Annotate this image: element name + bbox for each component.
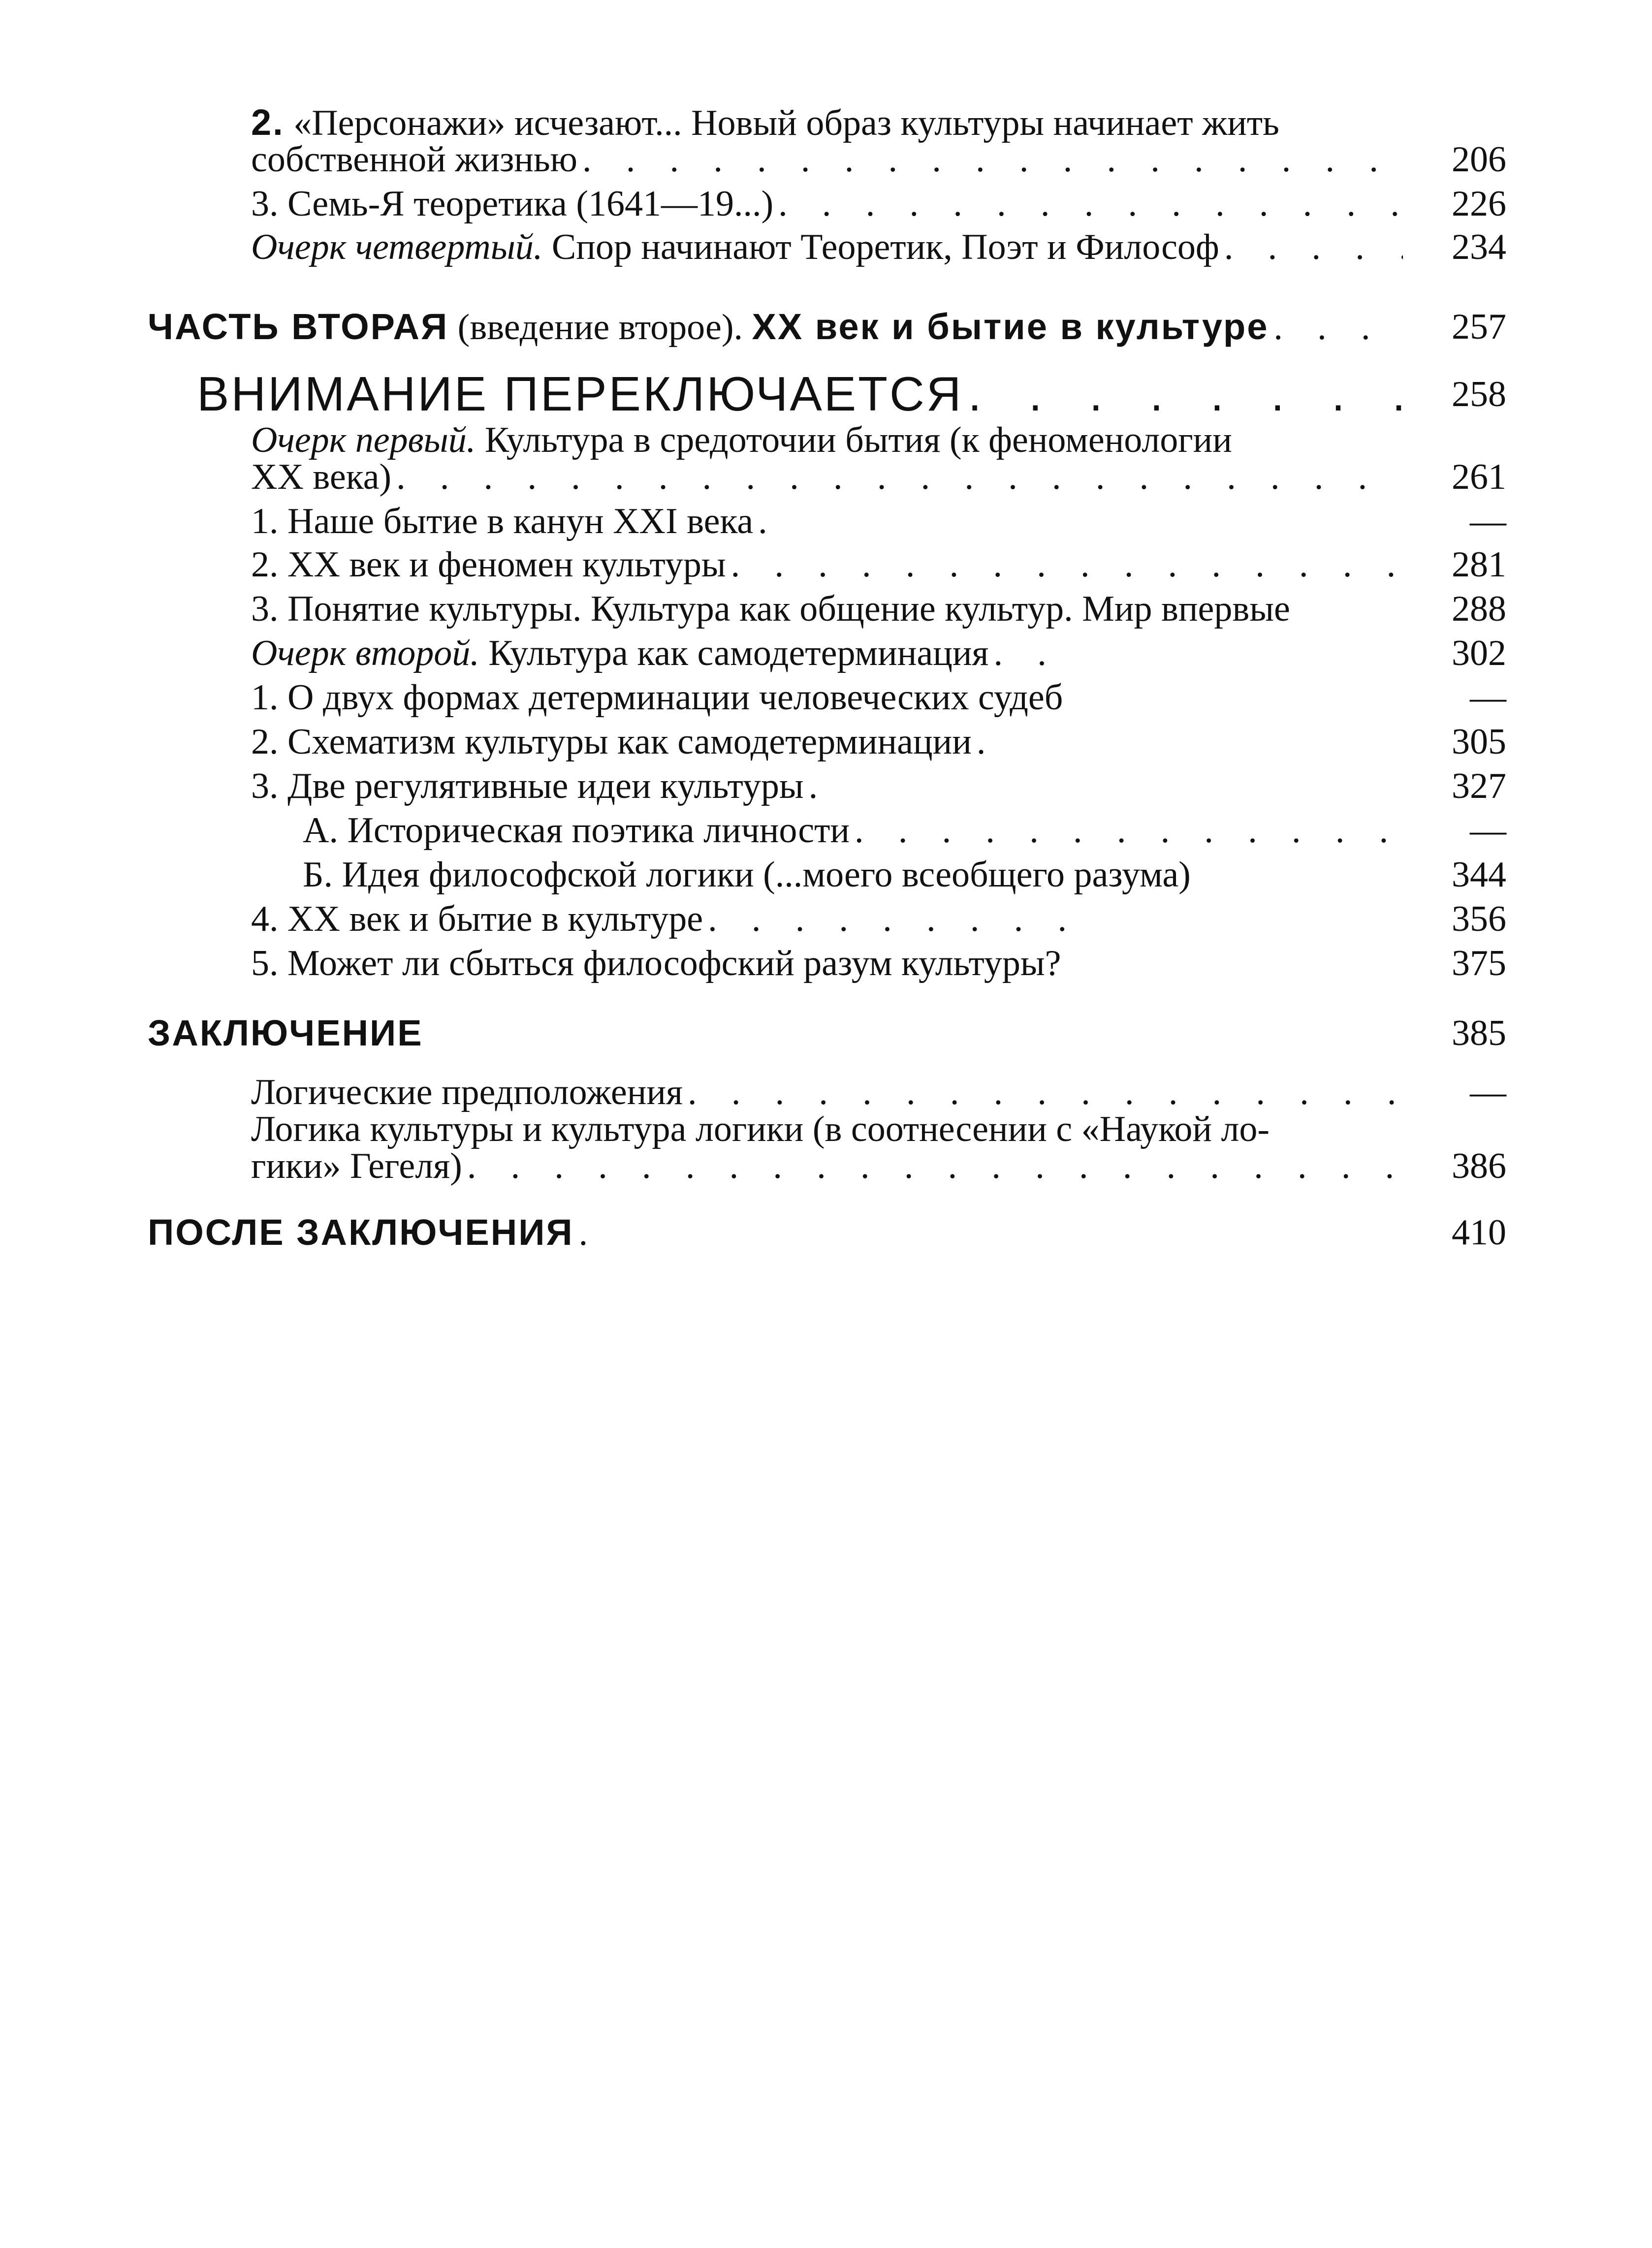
toc-entry-t3[interactable] <box>251 764 1403 808</box>
toc-entry-title: Культура как самодетерминация <box>488 633 989 673</box>
toc-part-label: ЗАКЛЮЧЕНИЕ <box>148 1013 423 1053</box>
toc-entry-title: «Персонажи» исчезают... Новый образ культуры начинает жить <box>293 103 1279 143</box>
toc-entry-t5[interactable] <box>251 942 1403 985</box>
toc-entry-part-two[interactable] <box>148 305 1403 348</box>
dot-leader <box>726 543 1403 586</box>
toc-page-number: 258 <box>1452 374 1506 414</box>
toc-page-number: 386 <box>1452 1146 1506 1186</box>
toc-page-number: 305 <box>1452 722 1506 762</box>
dot-leader <box>988 632 1048 675</box>
toc-entry-title: 3. Семь-Я теоретика (1641—19...) <box>251 184 774 224</box>
toc-page-number: 356 <box>1452 899 1506 939</box>
toc-page-number: — <box>1470 677 1506 718</box>
toc-entry-after-conclusion[interactable] <box>148 1211 1403 1254</box>
toc-entry-title: Логика культуры и культура логики (в соотнесении с «Наукой ло- <box>251 1109 1270 1149</box>
toc-entry-s1[interactable] <box>251 500 1403 543</box>
dot-leader <box>1219 225 1403 269</box>
toc-entry-t2[interactable] <box>251 720 1403 763</box>
toc-entry-title-cont: собственной жизнью <box>251 139 577 180</box>
dot-leader <box>850 809 1403 852</box>
toc-part-label: ПОСЛЕ ЗАКЛЮЧЕНИЯ <box>148 1212 574 1253</box>
toc-page-number: 288 <box>1452 589 1506 629</box>
toc-page-number: 257 <box>1452 307 1506 347</box>
dot-leader <box>577 138 1403 181</box>
toc-entry-essay-two[interactable] <box>251 632 1403 675</box>
toc-part-subtitle: (введение второе). <box>457 307 743 348</box>
toc-page-number: 344 <box>1452 855 1506 895</box>
toc-entry-number: 2. <box>251 102 285 143</box>
toc-entry-title: Б. Идея философской логики (...моего всеобщего разума) <box>303 855 1191 895</box>
dot-leader <box>804 764 838 808</box>
toc-entry-title-cont: гики» Гегеля) <box>251 1146 462 1186</box>
dot-leader <box>963 367 1403 421</box>
toc-entry-conclusion[interactable] <box>148 1012 1403 1055</box>
toc-entry-tb[interactable] <box>303 853 1403 896</box>
toc-entry-title: А. Историческая поэтика личности <box>303 810 850 851</box>
toc-entry-essay-one-line2[interactable] <box>251 455 1403 499</box>
toc-entry-ta[interactable] <box>303 809 1403 852</box>
toc-entry-title: 1. О двух формах детерминации человеческих судеб <box>251 677 1063 718</box>
toc-page-number: — <box>1470 501 1506 541</box>
toc-entry-title: 4. XX век и бытие в культуре <box>251 899 703 939</box>
toc-page-number: 375 <box>1452 943 1506 983</box>
toc-page-number: 206 <box>1452 139 1506 180</box>
dot-leader <box>972 720 1006 763</box>
dot-leader <box>462 1144 1403 1188</box>
toc-entry-sem-ya[interactable] <box>251 182 1403 225</box>
toc-entry-essay-four[interactable] <box>251 225 1403 269</box>
toc-entry-title: 1. Наше бытие в канун XXI века <box>251 501 754 541</box>
dot-leader <box>391 455 1403 499</box>
toc-page-number: 302 <box>1452 633 1506 673</box>
toc-entry-t4[interactable] <box>251 897 1403 941</box>
toc-page-number: 327 <box>1452 766 1506 806</box>
toc-entry-s2[interactable] <box>251 543 1403 586</box>
toc-page-number: 226 <box>1452 184 1506 224</box>
toc-page-number: 410 <box>1452 1212 1506 1253</box>
toc-page-number: — <box>1470 1072 1506 1112</box>
dot-leader <box>753 500 788 543</box>
toc-entry-c2-line2[interactable] <box>251 1144 1403 1188</box>
toc-entry-italic-label: Очерк первый. <box>251 420 476 460</box>
toc-page-number: 261 <box>1452 457 1506 497</box>
toc-entry-title-cont: XX века) <box>251 457 392 497</box>
toc-page-number: — <box>1470 810 1506 851</box>
toc-entry-s3[interactable] <box>251 587 1403 631</box>
toc-entry-italic-label: Очерк четвертый. <box>251 227 543 267</box>
toc-page-number: 234 <box>1452 227 1506 267</box>
toc-page-number: 281 <box>1452 544 1506 585</box>
dot-leader <box>773 182 1403 225</box>
toc-part-title: XX век и бытие в культуре <box>752 306 1269 347</box>
dot-leader <box>1269 306 1403 349</box>
toc-entry-title: 2. XX век и феномен культуры <box>251 544 726 585</box>
dot-leader <box>703 897 1102 941</box>
toc-entry-italic-label: Очерк второй. <box>251 633 479 673</box>
toc-entry-title: 5. Может ли сбыться философский разум культуры? <box>251 943 1061 983</box>
toc-entry-title: Спор начинают Теоретик, Поэт и Философ <box>551 227 1219 267</box>
toc-entry-personazhi-line2[interactable] <box>251 138 1403 181</box>
toc-entry-t1[interactable] <box>251 676 1403 719</box>
toc-part-label: ЧАСТЬ ВТОРАЯ <box>148 306 449 347</box>
dot-leader <box>574 1211 608 1255</box>
toc-entry-title: Культура в средоточии бытия (к феноменологии <box>484 420 1232 460</box>
toc-entry-title: 3. Понятие культуры. Культура как общение культур. Мир впервые <box>251 589 1290 629</box>
toc-entry-title: Логические предположения <box>251 1072 683 1112</box>
toc-entry-title: 2. Схематизм культуры как самодетерминации <box>251 722 972 762</box>
toc-entry-attention-shifts[interactable] <box>197 367 1403 421</box>
toc-entry-title: 3. Две регулятивные идеи культуры <box>251 766 804 806</box>
toc-page-number: 385 <box>1452 1013 1506 1053</box>
toc-section-heading: ВНИМАНИЕ ПЕРЕКЛЮЧАЕТСЯ <box>197 367 963 421</box>
